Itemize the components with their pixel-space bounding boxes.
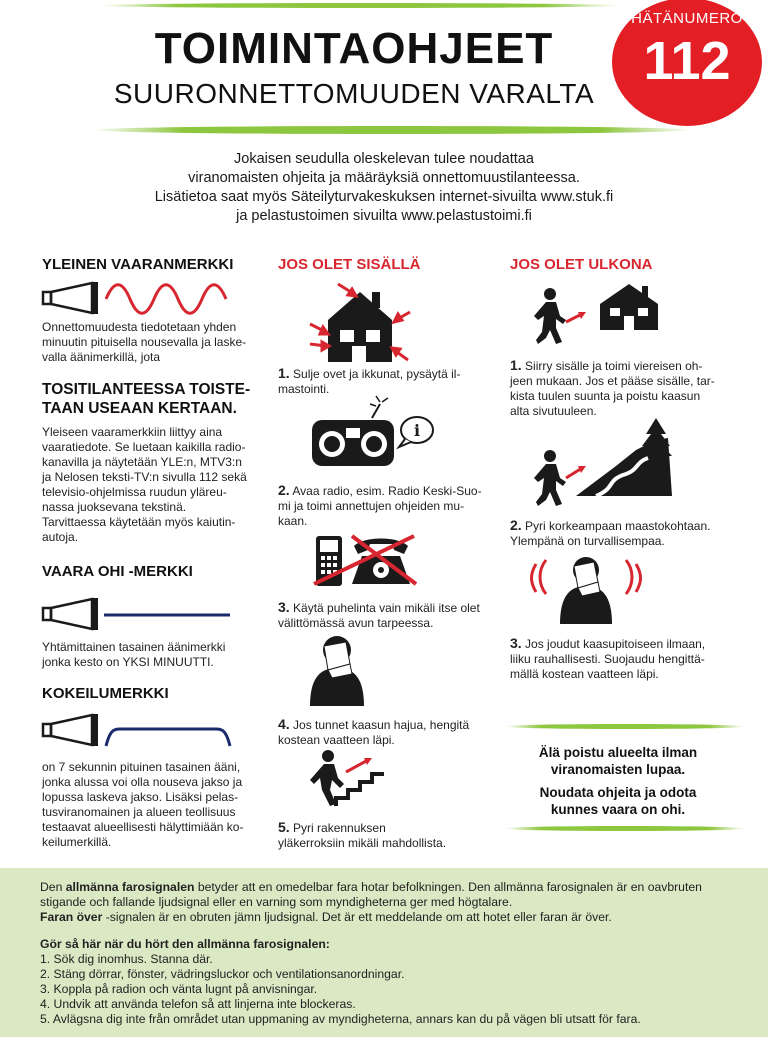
step-number: 2. bbox=[278, 482, 290, 498]
svg-text:i: i bbox=[413, 421, 421, 440]
all-clear-heading: VAARA OHI -MERKKI bbox=[42, 563, 193, 580]
inside-step-1 bbox=[278, 366, 460, 397]
list-item: 1. Sök dig inomhus. Stanna där. bbox=[40, 952, 213, 966]
general-alarm-heading: YLEINEN VAARANMERKKI bbox=[42, 256, 234, 273]
text-line: jonka alussa voi olla nouseva jakso ja bbox=[42, 775, 243, 789]
repeat-heading bbox=[42, 380, 250, 418]
telephone-crossed-icon bbox=[312, 532, 418, 588]
sine-wave-icon bbox=[104, 282, 232, 316]
text-line: kanavilla ja näytetään YLE:n, MTV3:n bbox=[42, 455, 242, 469]
inside-heading: JOS OLET SISÄLLÄ bbox=[278, 256, 421, 273]
text-line: Avaa radio, esim. Radio Keski-Suo- bbox=[292, 484, 482, 498]
text-line: lopussa laskeva jakso. Lisäksi pelas- bbox=[42, 790, 239, 804]
text-line: Jos tunnet kaasun hajua, hengitä bbox=[293, 718, 470, 732]
text-line: Sulje ovet ja ikkunat, pysäytä il- bbox=[293, 367, 461, 381]
house-icon bbox=[598, 282, 660, 332]
text-line: kunnes vaara on ohi. bbox=[550, 802, 686, 817]
inside-step-4 bbox=[278, 717, 469, 748]
text-run: Den bbox=[40, 880, 66, 894]
info-bubble-icon bbox=[395, 415, 435, 449]
emergency-number: 112 bbox=[643, 31, 731, 91]
closing-bottom-swoosh bbox=[505, 826, 745, 831]
text-line: nassa juoksevana tekstinä. bbox=[42, 500, 187, 514]
text-line: autoja. bbox=[42, 530, 79, 544]
bold-term: allmänna farosignalen bbox=[65, 880, 195, 894]
list-item: 4. Undvik att använda telefon så att linjerna inte blockeras. bbox=[40, 997, 356, 1011]
house-icon bbox=[308, 280, 412, 364]
repeat-text bbox=[42, 425, 247, 545]
heading-line: TOSITILANTEESSA TOISTE- bbox=[42, 381, 251, 398]
text-line: yläkerroksiin mikäli mahdollista. bbox=[278, 836, 447, 850]
text-line: kaan. bbox=[278, 514, 308, 528]
text-line: Pyri korkeampaan maastokohtaan. bbox=[525, 519, 711, 533]
closing-note-1 bbox=[508, 744, 728, 778]
step-number: 3. bbox=[510, 635, 522, 651]
siren-icon bbox=[42, 280, 102, 316]
outside-step-1 bbox=[510, 358, 715, 419]
page-subtitle: SUURONNETTOMUUDEN VARALTA bbox=[113, 78, 595, 109]
text-line: televisio-ohjelmissa ruudun yläreu- bbox=[42, 485, 227, 499]
swedish-paragraph-2 bbox=[40, 910, 728, 925]
inside-step-3 bbox=[278, 600, 480, 631]
text-line: Ylempänä on turvallisempaa. bbox=[510, 534, 665, 548]
swedish-paragraph-1 bbox=[40, 880, 728, 910]
step-number: 4. bbox=[278, 716, 290, 732]
text-line: valla äänimerkillä, jota bbox=[42, 350, 161, 364]
text-line: minuutin pituisella nousevalla ja laske- bbox=[42, 335, 247, 349]
steady-tone-icon bbox=[104, 612, 232, 618]
swedish-instructions-list bbox=[40, 952, 728, 1027]
text-line: Käytä puhelinta vain mikäli itse olet bbox=[293, 601, 480, 615]
intro-text bbox=[0, 150, 768, 226]
walking-person-icon bbox=[530, 286, 592, 346]
header-green-swoosh bbox=[92, 126, 692, 134]
hill-tree-icon bbox=[576, 418, 672, 498]
text-line: Älä poistu alueelta ilman bbox=[538, 745, 698, 760]
text-line: alta sivutuuleen. bbox=[510, 404, 597, 418]
text-run: -signalen är en obruten jämn ljudsignal. Det är ett meddelande om att hotet eller faran är över. bbox=[102, 910, 612, 924]
text-line: on 7 sekunnin pituinen tasainen ääni, bbox=[42, 760, 241, 774]
general-alarm-text bbox=[42, 320, 246, 365]
list-item: 2. Stäng dörrar, fönster, vädringsluckor och ventilationsanordningar. bbox=[40, 967, 405, 981]
text-line: Siirry sisälle ja toimi viereisen oh- bbox=[525, 359, 703, 373]
top-green-swoosh bbox=[100, 3, 620, 8]
text-line: kista tuulen suunta ja poistu kaasun bbox=[510, 389, 701, 403]
text-line: Tarvittaessa käytetään myös kaiutin- bbox=[42, 515, 236, 529]
intro-line: ja pelastustoimen sivuilta www.pelastustoimi.fi bbox=[236, 208, 532, 224]
text-line: Pyri rakennuksen bbox=[293, 821, 386, 835]
text-line: mi ja toimi annettujen ohjeiden mu- bbox=[278, 499, 465, 513]
text-line: testaavat alueellisesti hälyttimiään ko- bbox=[42, 820, 244, 834]
person-stairs-icon bbox=[306, 748, 386, 808]
text-line: vaaratiedote. Se luetaan kaikilla radio- bbox=[42, 440, 246, 454]
text-line: jeen mukaan. Jos et pääse sisälle, tar- bbox=[510, 374, 715, 388]
text-run: betyder att en omedelbar fara hotar befolkningen. Den allmänna farosignalen är en oavbruten stigande och fallande ljudsignal eller en varning som myndigheterna ger med högtalare. bbox=[40, 880, 702, 909]
text-line: keilumerkillä. bbox=[42, 835, 112, 849]
intro-line: Jokaisen seudulla oleskelevan tulee noudattaa bbox=[234, 151, 534, 167]
text-line: Yleiseen vaaramerkkiin liittyy aina bbox=[42, 425, 223, 439]
text-line: Noudata ohjeita ja odota bbox=[539, 785, 697, 800]
emergency-number-badge bbox=[612, 0, 762, 126]
text-line: ja Nelosen teksti-TV:n sivulla 112 sekä bbox=[42, 470, 247, 484]
emergency-label: HÄTÄNUMERO bbox=[631, 10, 743, 27]
list-item: 5. Avlägsna dig inte från området utan uppmaning av myndigheterna, annars kan du på vägen bli utsatt för fara. bbox=[40, 1012, 641, 1026]
bold-term: Faran över bbox=[40, 910, 103, 924]
page-title: TOIMINTAOHJEET bbox=[154, 24, 554, 73]
swedish-info-box bbox=[0, 868, 768, 1037]
intro-line: viranomaisten ohjeita ja määräyksiä onnettomuustilanteessa. bbox=[188, 170, 580, 186]
intro-line: Lisätietoa saat myös Säteilyturvakeskuksen internet-sivuilta www.stuk.fi bbox=[154, 189, 614, 205]
text-line: mastointi. bbox=[278, 382, 330, 396]
all-clear-text bbox=[42, 640, 225, 670]
text-line: jonka kesto on YKSI MINUUTTI. bbox=[42, 655, 214, 669]
test-signal-heading: KOKEILUMERKKI bbox=[42, 685, 169, 702]
test-signal-text bbox=[42, 760, 243, 850]
step-number: 5. bbox=[278, 819, 290, 835]
outside-step-3 bbox=[510, 636, 705, 682]
heading-line: TAAN USEAAN KERTAAN. bbox=[42, 400, 237, 417]
inside-step-2 bbox=[278, 483, 482, 529]
step-number: 3. bbox=[278, 599, 290, 615]
person-cloth-icon bbox=[532, 554, 640, 624]
text-line: viranomaisten lupaa. bbox=[550, 762, 686, 777]
swedish-list-heading: Gör så här när du hört den allmänna farosignalen: bbox=[40, 937, 330, 951]
radio-icon bbox=[310, 400, 396, 470]
test-tone-icon bbox=[104, 726, 232, 748]
text-line: Onnettomuudesta tiedotetaan yhden bbox=[42, 320, 237, 334]
step-number: 1. bbox=[278, 365, 290, 381]
step-number: 1. bbox=[510, 357, 522, 373]
text-line: välittömässä avun tarpeessa. bbox=[278, 616, 434, 630]
text-line: tusviranomainen ja alueen teollisuus bbox=[42, 805, 236, 819]
text-line: mällä kostean vaatteen läpi. bbox=[510, 667, 659, 681]
outside-heading: JOS OLET ULKONA bbox=[510, 256, 653, 273]
step-number: 2. bbox=[510, 517, 522, 533]
outside-step-2 bbox=[510, 518, 710, 549]
list-item: 3. Koppla på radion och vänta lugnt på anvisningar. bbox=[40, 982, 318, 996]
siren-icon bbox=[42, 596, 102, 632]
text-line: Jos joudut kaasupitoiseen ilmaan, bbox=[525, 637, 706, 651]
closing-note-2 bbox=[508, 784, 728, 818]
text-line: Yhtämittainen tasainen äänimerkki bbox=[42, 640, 226, 654]
inside-step-5 bbox=[278, 820, 446, 851]
text-line: liiku rauhallisesti. Suojaudu hengittä- bbox=[510, 652, 705, 666]
text-line: kostean vaatteen läpi. bbox=[278, 733, 395, 747]
siren-icon bbox=[42, 712, 102, 748]
closing-top-swoosh bbox=[505, 724, 745, 729]
person-cloth-icon bbox=[306, 634, 368, 706]
